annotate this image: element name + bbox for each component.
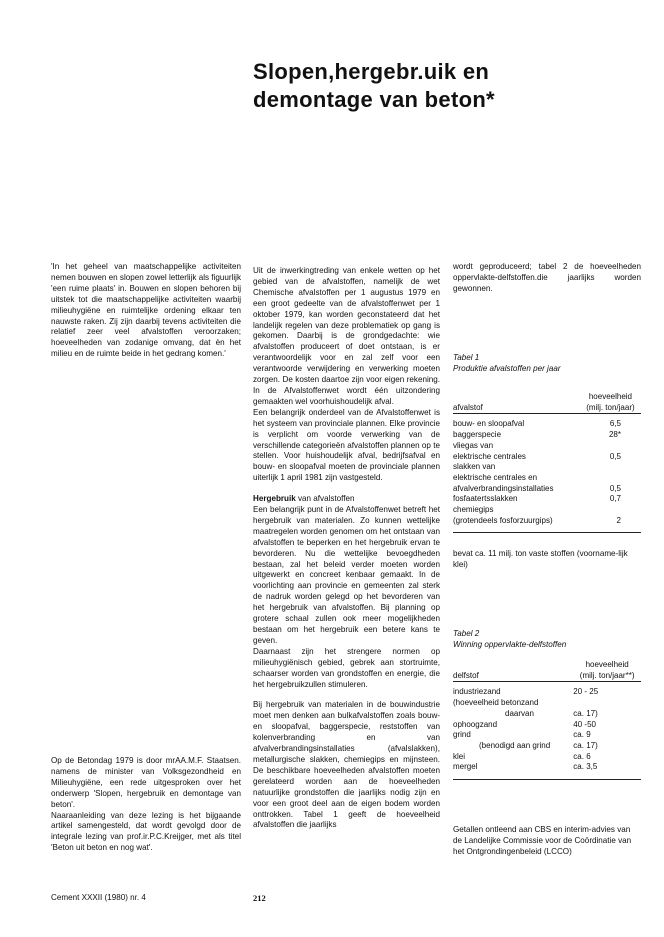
table-row [453,452,641,463]
table-row [453,516,641,527]
table1-caption [453,352,561,374]
body-paragraph-3: Bij hergebruik van materialen in de bouwindustrie moet men denken aan bulkafvalstoffen zoals bouw- en sloopafval, baggerspecie, reststoffen van kolenverbranding en van afvalverbrandingsinstallaties (afvalslakken), metallurgische slakken, chemiegips en mijnsteen. De beschikbare hoeveelheden afvalstoffen moeten gerelateerd worden aan de hoeveelheden natuurlijke grondstoffen die jaarlijks nodig zijn en voor een groot deel aan de eigen bodem worden onttrokken. Tabel 1 geeft de hoeveelheid afvalstoffen die jaarlijks [253,700,440,830]
table-row [453,698,641,709]
table-cell-value: 0,7 [609,494,621,504]
table-cell-value: 40 -50 [573,719,596,729]
table-cell-value: 28* [608,430,621,440]
footnote-text: Op de Betondag 1979 is door mrAA.M.F. Staatsen. namens de minister van Volksgezondheid en Milieuhygiëne, een rede uitgesproken over het onderwerp 'Slopen, hergebruik en demontage van beton'. Naaraanleiding van deze lezing is het bijgaande artikel samengesteld, dat wordt gevolgd door de integrale lezing van prof.ir.P.C.Kreijger, met als titel 'Beton uit beton en nog wat'. [51,756,241,853]
table1-col2-header: hoeveelheid (milj. ton/jaar) [586,392,635,412]
body-column [253,266,440,831]
table1-note: bevat ca. 11 milj. ton vaste stoffen (voorname-lijk klei) [453,549,628,569]
table-row [453,762,641,773]
table-row [453,419,641,430]
table-cell-value: 2 [616,515,621,525]
author-footnote [51,756,241,854]
table-cell-label: (grotendeels fosforzuurgips) [453,515,553,525]
table-row [453,484,641,495]
table-cell-label: fosfaatertsslakken [453,494,518,504]
table-cell-value [580,462,641,473]
subheading [253,494,440,505]
table2-note: Getallen ontleend aan CBS en interim-advies van de Landelijke Commissie voor de Coördinatie van het Ontgrondingenbeleid (LCCO) [453,825,632,856]
table-cell-value [580,473,641,484]
table2-caption [453,628,566,650]
table-row [453,494,641,505]
table-cell-value: 0,5 [609,483,621,493]
table-row [453,730,641,741]
subheading-rest: van afvalstoffen [295,494,355,504]
table-cell-label: industriezand [453,687,501,697]
col3-text: wordt geproduceerd; tabel 2 de hoeveelheden oppervlakte-delfstoffen.die jaarlijks worden gewonnen. [453,262,641,293]
article-title: Slopen,hergebr.uik en demontage van beton* [253,59,495,112]
table-cell-label: vliegas van [453,440,494,450]
body-column-3 [453,262,641,295]
table-cell-label: mergel [453,762,478,772]
table-cell-label: slakken van [453,462,496,472]
table-cell-value [580,441,641,452]
table2-title: Winning oppervlakte-delfstoffen [453,640,567,649]
table-cell-label: afvalverbrandingsinstallaties [453,483,554,493]
table-row [453,752,641,763]
table-2 [453,660,641,780]
table-row [453,720,641,731]
table2-number: Tabel 2 [453,629,480,638]
table-row [453,741,641,752]
table-cell-label: baggerspecie [453,430,502,440]
table-cell-label: elektrische centrales en [453,472,538,482]
table-row [453,687,641,698]
table-cell-label: (hoeveelheid betonzand [453,698,539,708]
intro-quote [51,262,241,360]
table-cell-label: chemiegips [453,505,494,515]
table-cell-value [573,698,641,709]
table-cell-value: 20 - 25 [573,687,599,697]
table-cell-value: 0,5 [609,451,621,461]
table-header [453,660,641,682]
table-cell-label: ophoogzand [453,719,498,729]
table2-col1-header: delfstof [453,670,479,680]
table-cell-value: 6,5 [609,419,621,429]
table-cell-label: klei [453,751,466,761]
table-cell-value: ca. 17) [573,708,598,718]
table-row [453,441,641,452]
body-paragraph-1: Uit de inwerkingtreding van enkele wetten op het gebied van de afvalstoffen, namelijk de wet Chemische afvalstoffen per 1 augustus 1979 en een groot gedeelte van de afvalstoffenwet per 1 oktober 1979, kan worden geconstateerd dat het landelijk regelen van deze problematiek op gang is gekomen. Daarbij is de grondgedachte: wie afvalstoffen produceert of doet ontstaan, is er verantwoordelijk voor en zal zelf voor een verantwoorde verwijdering en verwerking moeten zorgen. De kosten daartoe zijn voor eigen rekening. In de Afvalstoffenwet wordt één uitzondering gemaakten wel voorhuishoudelijk afval. Een belangrijk onderdeel van de Afvalstoffenwet is het systeem van provinciale plannen. Elke provincie is verplicht om voorde verwerking van de verschillende categorieën afvalstoffen plannen op te stellen. Voor huishoudelijk afval, bedrijfsafval en bouw- en sloopafval moeten de provinciale plannen uiterlijk 1 april 1981 zijn vastgesteld. [253,266,440,483]
intro-text: 'In het geheel van maatschappelijke activiteiten nemen bouwen en slopen zowel letterlijk als figuurlijk 'een ruime plaats' in. Bouwen en slopen behoren bij uitstek tot die maatschappelijke activiteiten waarbij milieuhygiëne en ruimtelijke ordening elkaar ten nauwste raken. Zij zijn daarbij tevens activiteiten die relatief zeer veel afvalstoffen veroorzaken; hoeveelheden van zodanige omvang, dat èn het milieu en de ruimte beide in het gedrang komen.' [51,262,241,359]
table-cell-value: ca. 9 [573,730,591,740]
subheading-bold: Hergebruik [253,494,296,504]
body-paragraph-2: Een belangrijk punt in de Afvalstoffenwet betreft het hergebruik van materialen. Zo kunnen wettelijke maatregelen worden genomen om het ontstaan van afvalstoffen te beperken en het hergebruik ervan te bevorderen. Nu die wettelijke bevoegdheden bestaan, zal het beleid verder moeten worden uitgewerkt en concreet kenbaar gemaakt. In de voorlichting aan provincie en gemeenten zal sterk de nadruk worden gelegd op het bevorderen van het hergebruik van afvalstoffen. Bij planning op grotere schaal zullen ook meer mogelijkheden bestaan om het hergebruik een betere kans te geven. Daarnaast zijn het strengere normen op milieuhygiënisch gebied, gebrek aan stortruimte, schaarser worden van grondstoffen en energie, die het hergebruikzullen stimuleren. [253,505,440,689]
table-row [453,430,641,441]
table-row [453,473,641,484]
table-cell-label: daarvan [505,708,534,718]
table-cell-value: ca. 3,5 [573,762,598,772]
table-cell-value: ca. 17) [573,740,598,750]
table1-title: Produktie afvalstoffen per jaar [453,364,561,373]
table1-body [453,419,641,526]
table-cell-value: ca. 6 [573,751,591,761]
table-header [453,392,641,414]
table-1 [453,392,641,533]
table-cell-value [580,505,641,516]
table-row [453,709,641,720]
page-number: 212 [253,893,266,903]
table-row [453,505,641,516]
table-cell-label: (benodigd aan grind [479,740,551,750]
table-row [453,462,641,473]
table2-col2-header: hoeveelheid (milj. ton/jaar**) [579,660,635,680]
journal-footer: Cement XXXII (1980) nr. 4 [51,893,146,902]
table2-body [453,687,641,773]
table1-number: Tabel 1 [453,353,480,362]
table1-col1-header: afvalstof [453,402,483,412]
table-cell-label: grind [453,730,471,740]
table-cell-label: elektrische centrales [453,451,526,461]
table-cell-label: bouw- en sloopafval [453,419,525,429]
